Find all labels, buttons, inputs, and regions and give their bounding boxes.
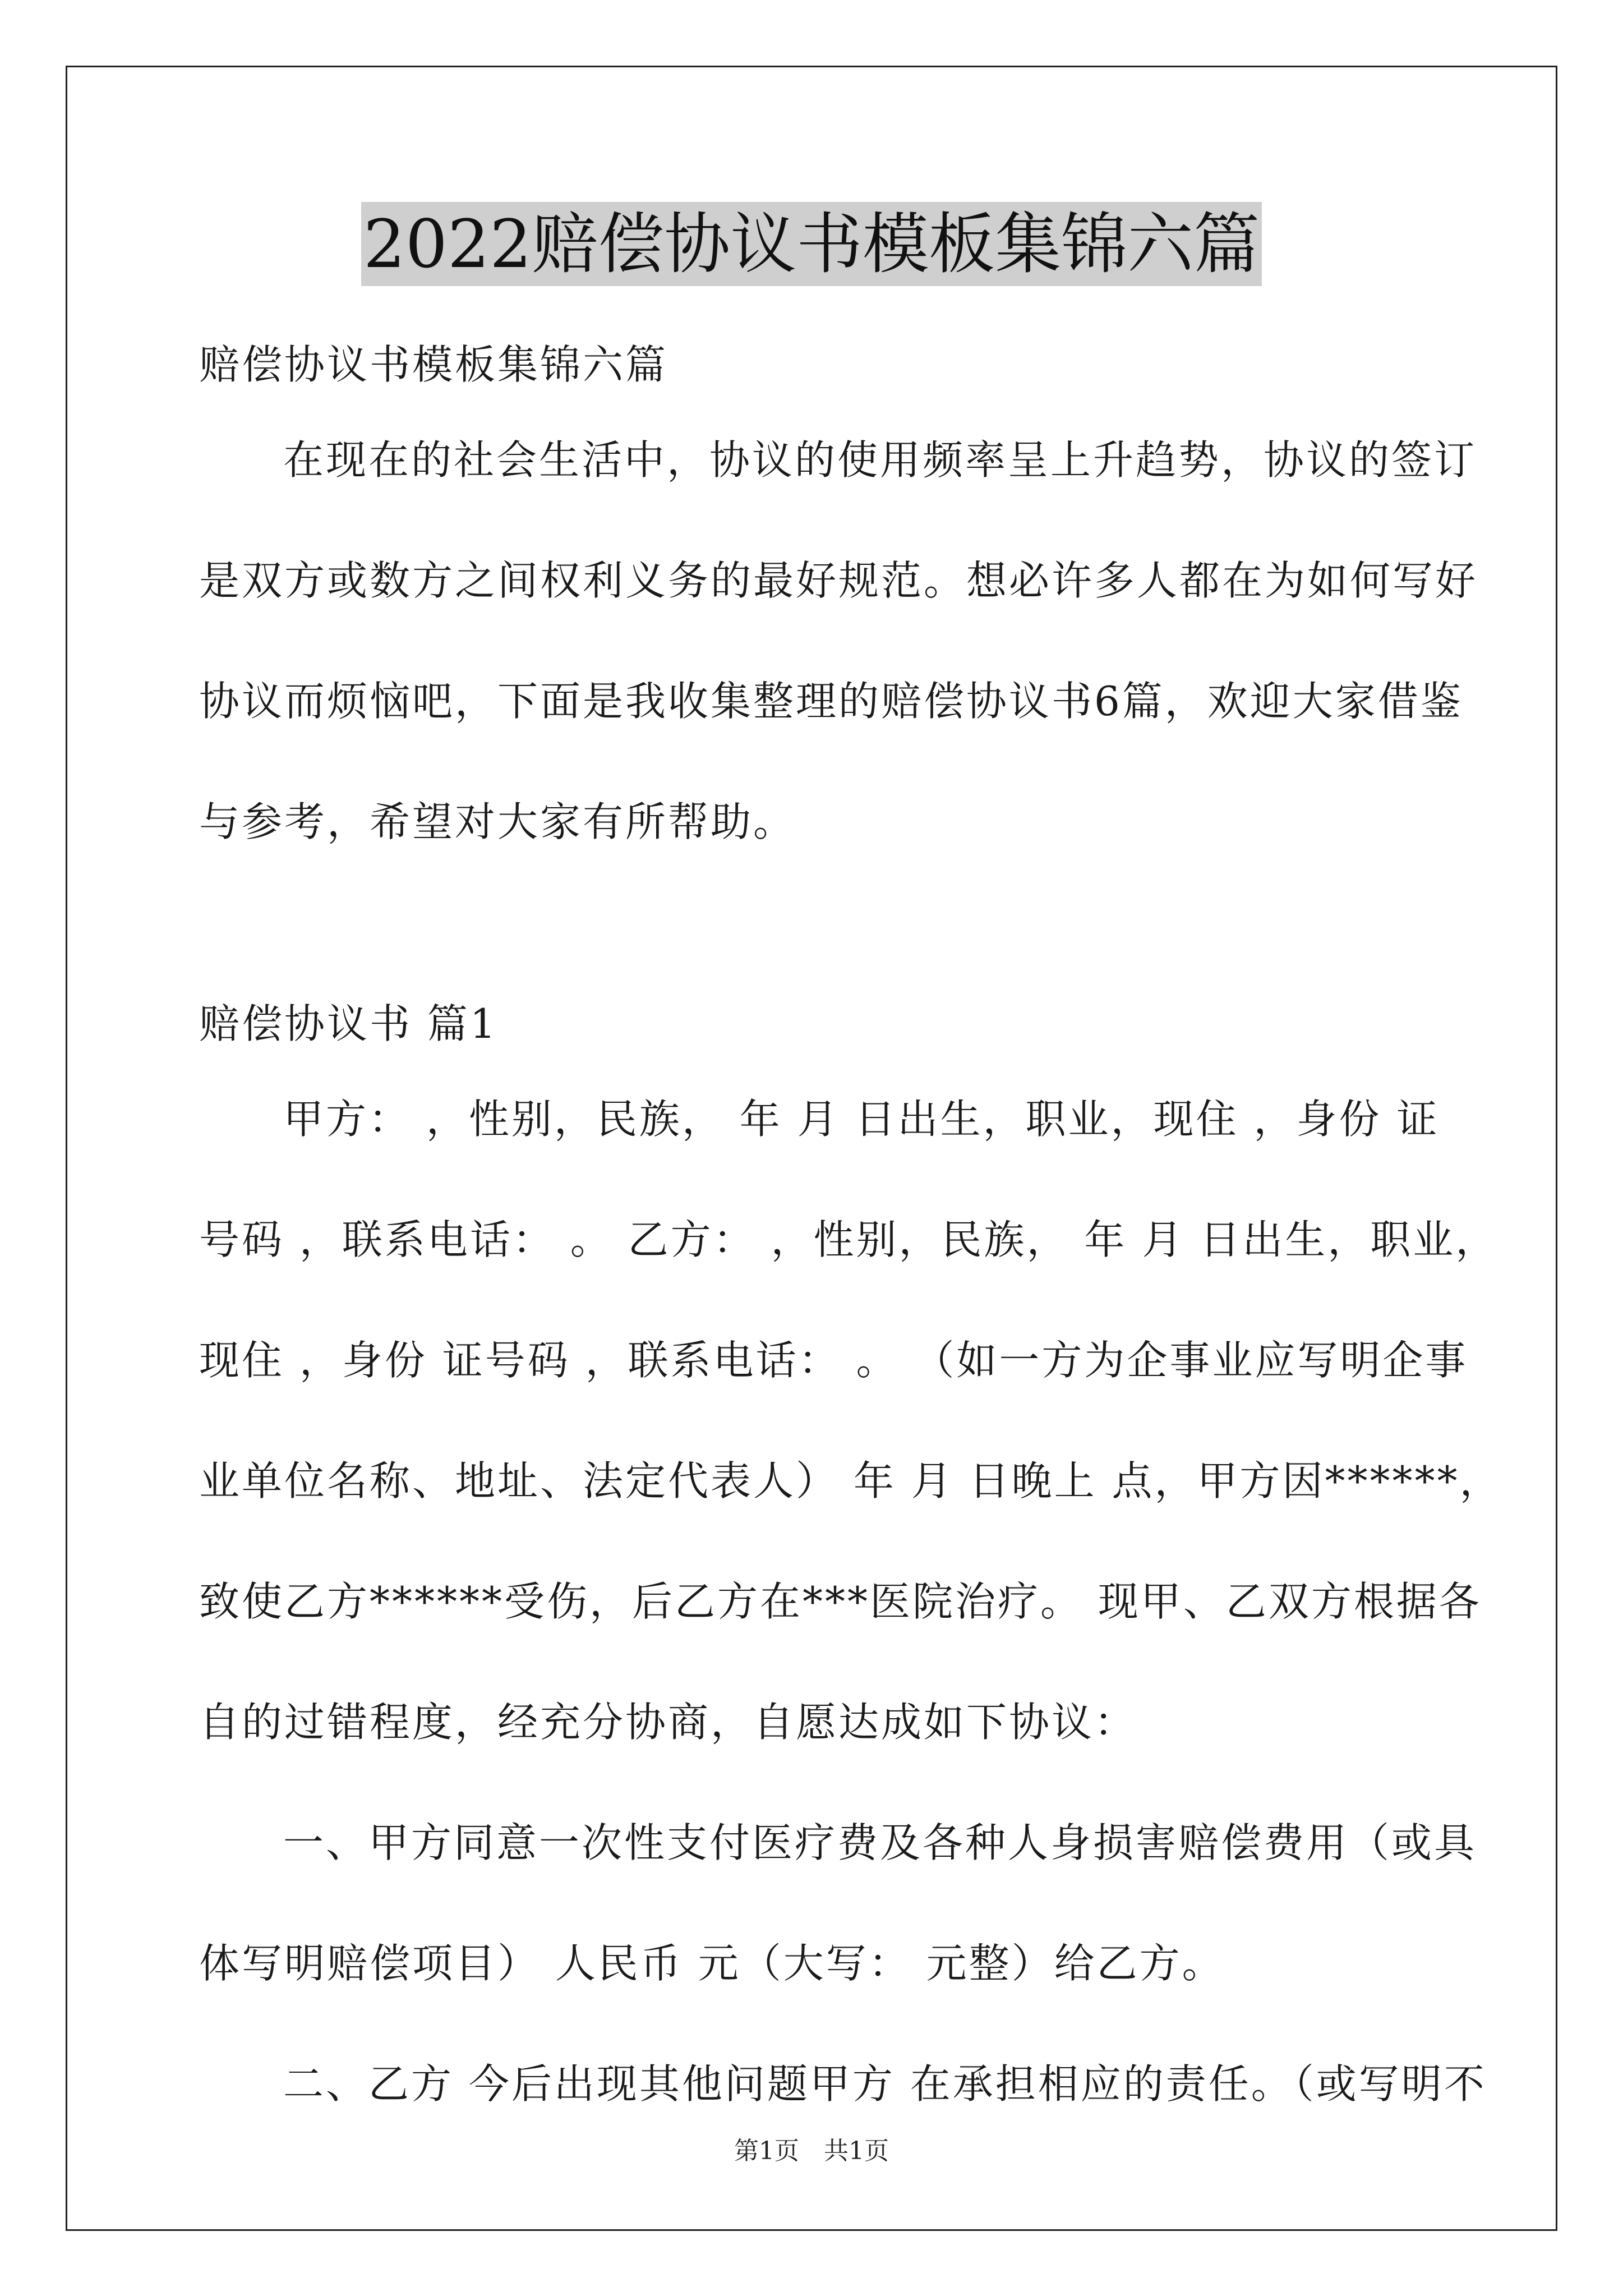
intro-line: 与参考，希望对大家有所帮助。 (199, 798, 796, 845)
body-line: 甲方： ，性别，民族， 年 月 日出生，职业，现住 ，身份 证 (283, 1096, 1440, 1143)
clause-line: 体写明赔偿项目） 人民币 元（大写： 元整）给乙方。 (199, 1940, 1225, 1987)
body-line: 号码 ，联系电话： 。 乙方： ，性别，民族， 年 月 日出生，职业， (199, 1216, 1498, 1263)
title-container (0, 202, 1623, 286)
section-heading: 赔偿协议书 篇1 (199, 1000, 498, 1047)
intro-line: 是双方或数方之间权利义务的最好规范。想必许多人都在为如何写好 (199, 557, 1478, 604)
body-line: 致使乙方******受伤，后乙方在***医院治疗。 现甲、乙双方根据各 (199, 1578, 1482, 1625)
body-line: 自的过错程度，经充分协商，自愿达成如下协议： (199, 1699, 1137, 1746)
subtitle: 赔偿协议书模板集锦六篇 (199, 341, 668, 388)
intro-line: 在现在的社会生活中，协议的使用频率呈上升趋势，协议的签订 (283, 436, 1477, 484)
body-line: 现住 ，身份 证号码 ，联系电话： 。 （如一方为企事业应写明企事 (199, 1337, 1468, 1384)
intro-line: 协议而烦恼吧，下面是我收集整理的赔偿协议书6篇，欢迎大家借鉴 (199, 678, 1463, 725)
clause-line: 一、甲方同意一次性支付医疗费及各种人身损害赔偿费用（或具 (283, 1819, 1477, 1866)
clause-line: 二、乙方 今后出现其他问题甲方 在承担相应的责任。（或写明不 (283, 2060, 1487, 2108)
document-title: 2022赔偿协议书模板集锦六篇 (361, 202, 1262, 286)
body-line: 业单位名称、地址、法定代表人） 年 月 日晚上 点，甲方因******， (199, 1457, 1502, 1504)
page-footer: 第1页 共1页 (734, 2137, 889, 2165)
